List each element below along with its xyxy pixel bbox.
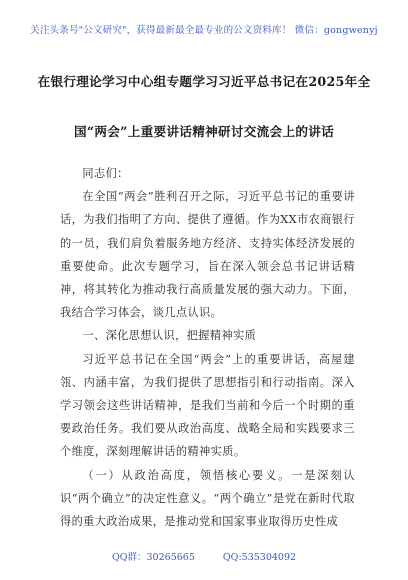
salutation-paragraph: 同志们： <box>82 167 129 180</box>
section-paragraph-1: 习近平总书记在全国“两会”上的重要讲话，高屋建瓴、内涵丰富，为我们提供了思想指引和行动指南。深入学习领会这些讲话精神，是我们当前和今后一个时期的重要政治任务。我们要从政治高度、战略全局和实践要求三个维度，深刻理解讲话的精神实质。 <box>60 352 355 459</box>
document-title-line-2: 国“两会”上重要讲话精神研讨交流会上的讲话 <box>73 124 335 139</box>
footer-qq: QQ:535304092 <box>222 552 297 563</box>
document-body <box>60 162 355 533</box>
footer-qq-group: QQ群：30265665 <box>111 552 195 563</box>
intro-paragraph: 在全国“两会”胜利召开之际，习近平总书记的重要讲话，为我们指明了方向、提供了遵循。作为XX市农商银行的一员，我们肩负着服务地方经济、支持实体经济发展的重要使命。此次专题学习，旨在深入领会总书记讲话精神，将其转化为推动我行高质量发展的强大动力。下面，我结合学习体会，谈几点认识。 <box>60 190 355 320</box>
footer-contact-note <box>0 549 408 563</box>
document-title-line-1: 在银行理论学习中心组专题学习习近平总书记在2025年全 <box>37 74 371 89</box>
subsection-paragraph-1: （一）从政治高度，领悟核心要义。一是深刻认识“两个确立”的决定性意义。“两个确立”是党在新时代取得的重大政治成果，是推动党和国家事业取得历史性成 <box>60 468 355 529</box>
header-promo-note: 关注头条号"公文研究"，获得最新最全最专业的公文资料库！ 微信：gongwenyj <box>30 25 378 36</box>
section-heading-1: 一、深化思想认识，把握精神实质 <box>82 329 257 343</box>
